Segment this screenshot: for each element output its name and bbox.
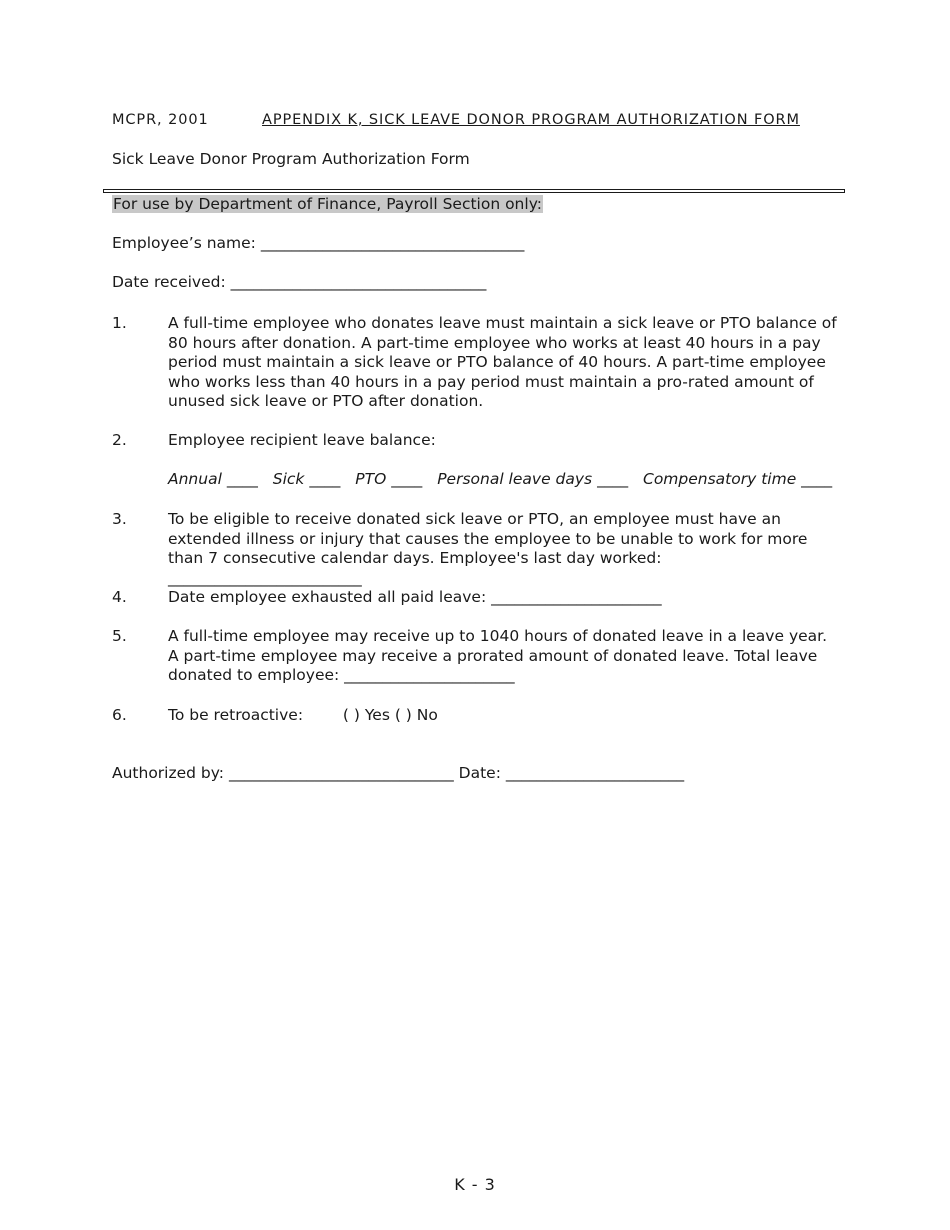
item-number: 5. [112, 627, 127, 645]
employee-name-label: Employee’s name: [112, 234, 256, 252]
personal-leave-label: Personal leave days [437, 470, 593, 488]
sick-label: Sick [272, 470, 305, 488]
item-text: To be eligible to receive donated sick leave or PTO, an employee must have an extended illness or injury that causes the employee to be unable to work for more than 7 consecutive calendar days. Employee's last day worked: _________________________ [168, 510, 808, 587]
section-divider [103, 189, 845, 193]
form-subtitle: Sick Leave Donor Program Authorization Form [112, 150, 470, 168]
pto-label: PTO [355, 470, 387, 488]
annual-field[interactable]: ____ [226, 470, 258, 488]
authorized-line [112, 764, 684, 782]
retroactive-label: To be retroactive: [168, 706, 304, 724]
pto-field[interactable]: ____ [391, 470, 423, 488]
date-received-label: Date received: [112, 273, 226, 291]
item-number: 2. [112, 431, 127, 449]
annual-label: Annual [168, 470, 222, 488]
employee-name-line [112, 234, 524, 252]
item-text: Employee recipient leave balance: [168, 431, 436, 449]
page-header [112, 112, 834, 128]
sick-field[interactable]: ____ [309, 470, 341, 488]
date-received-field[interactable]: _________________________________ [230, 273, 487, 291]
payroll-note: For use by Department of Finance, Payroll Section only: [113, 195, 542, 213]
personal-leave-field[interactable]: ____ [597, 470, 629, 488]
item-number: 3. [112, 510, 127, 528]
header-right: APPENDIX K, SICK LEAVE DONOR PROGRAM AUTHORIZATION FORM [262, 112, 800, 128]
item-number: 6. [112, 706, 127, 724]
item-text: Date employee exhausted all paid leave: ______________________ [168, 588, 662, 606]
item-text [168, 706, 838, 726]
date-label: Date: [458, 764, 501, 782]
date-received-line [112, 273, 486, 291]
authorized-label: Authorized by: [112, 764, 225, 782]
item-number: 1. [112, 314, 127, 332]
page-number: K - 3 [454, 1175, 496, 1194]
employee-name-field[interactable]: __________________________________ [260, 234, 525, 252]
retroactive-options[interactable]: ( ) Yes ( ) No [342, 706, 438, 724]
authorized-field[interactable]: _____________________________ [228, 764, 454, 782]
comp-time-field[interactable]: ____ [801, 470, 833, 488]
item-text: A full-time employee may receive up to 1040 hours of donated leave in a leave year. A part-time employee may receive a prorated amount of donated leave. Total leave donated to employee: ______________________ [168, 627, 828, 684]
leave-balance-row [168, 470, 842, 488]
comp-time-label: Compensatory time [643, 470, 797, 488]
item-number: 4. [112, 588, 127, 606]
date-field[interactable]: _______________________ [505, 764, 685, 782]
item-text: A full-time employee who donates leave must maintain a sick leave or PTO balance of 80 hours after donation. A part-time employee who works at least 40 hours in a pay period must maintain a sick leave or PTO balance of 40 hours. A part-time employee who works less than 40 hours in a pay period must maintain a pro-rated amount of unused sick leave or PTO after donation. [168, 314, 837, 410]
header-left: MCPR, 2001 [112, 112, 209, 128]
